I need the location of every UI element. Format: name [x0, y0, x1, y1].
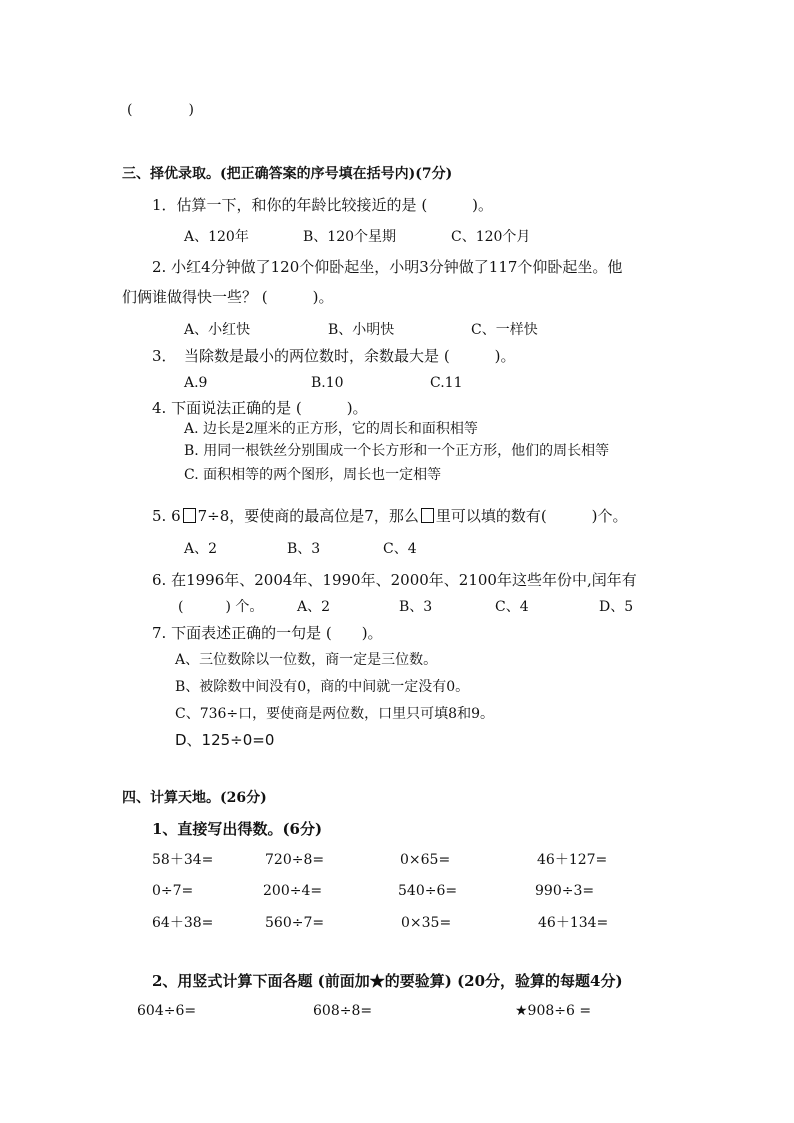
vertical-problem: ★908÷6 = [515, 1003, 592, 1019]
q2-option-c: C、一样快 [471, 322, 538, 338]
q3-option-a: A.9 [184, 375, 208, 391]
q6-line1: 6. 在1996年、2004年、1990年、2000年、2100年这些年份中,闰年有 [152, 571, 637, 589]
q6-paren: ( ) 个。 [178, 599, 264, 615]
q3-stem: 3． 当除数是最小的两位数时，余数最大是 ( )。 [152, 347, 516, 365]
q1-option-b: B、120个星期 [303, 229, 397, 245]
q5-middle: 7÷8，要使商的最高位是7，那么 [197, 507, 419, 525]
section4-sub2: 2、用竖式计算下面各题 (前面加★的要验算) (20分，验算的每题4分) [152, 972, 623, 990]
q4-statement-c: C. 面积相等的两个图形，周长也一定相等 [184, 467, 442, 483]
q6-option-d: D、5 [599, 599, 634, 615]
section4-sub1: 1、直接写出得数。(6分) [152, 820, 323, 838]
q2-line1: 2. 小红4分钟做了120个仰卧起坐，小明3分钟做了117个仰卧起坐。他 [152, 258, 623, 276]
q4-stem: 4. 下面说法正确的是 ( )。 [152, 399, 368, 417]
q1-option-a: A、120年 [184, 229, 249, 245]
q4-statement-b: B. 用同一根铁丝分别围成一个长方形和一个正方形，他们的周长相等 [184, 443, 610, 459]
top-answer-paren: ( ) [127, 102, 194, 118]
q4-statement-a: A. 边长是2厘米的正方形，它的周长和面积相等 [184, 421, 478, 437]
oral-problem: 58＋34= [152, 852, 214, 868]
oral-problem: 990÷3= [535, 883, 595, 899]
q5-option-c: C、4 [383, 541, 417, 557]
q3-option-b: B.10 [311, 375, 344, 391]
vertical-problem: 604÷6= [137, 1003, 197, 1019]
q7-statement-b: B、被除数中间没有0，商的中间就一定没有0。 [175, 679, 470, 695]
q2-line2: 们俩谁做得快一些？ ( )。 [122, 288, 334, 306]
blank-box [183, 508, 196, 523]
oral-problem: 0÷7= [152, 883, 194, 899]
q5-end: 里可以填的数有( )个。 [435, 507, 628, 525]
q6-option-a: A、2 [297, 599, 331, 615]
q5-option-b: B、3 [287, 541, 321, 557]
q1-option-c: C、120个月 [451, 229, 531, 245]
q3-option-c: C.11 [430, 375, 463, 391]
section4-heading: 四、计算天地。(26分) [122, 790, 267, 806]
oral-problem: 0×35= [401, 915, 452, 931]
q7-statement-a: A、三位数除以一位数，商一定是三位数。 [175, 652, 438, 668]
q1-stem: 1．估算一下，和你的年龄比较接近的是 ( )。 [152, 196, 494, 214]
oral-problem: 560÷7= [265, 915, 325, 931]
oral-problem: 46＋127= [537, 852, 608, 868]
q6-option-b: B、3 [399, 599, 433, 615]
oral-problem: 46＋134= [538, 915, 609, 931]
q6-option-c: C、4 [495, 599, 529, 615]
q2-option-b: B、小明快 [328, 322, 395, 338]
section3-heading: 三、择优录取。(把正确答案的序号填在括号内)(7分) [122, 166, 453, 182]
q7-statement-c: C、736÷口，要使商是两位数，口里只可填8和9。 [175, 706, 494, 722]
q5-number: 5. 6 [152, 507, 181, 525]
oral-problem: 540÷6= [398, 883, 458, 899]
vertical-problem: 608÷8= [313, 1003, 373, 1019]
oral-problem: 0×65= [400, 852, 451, 868]
q5-stem [152, 508, 628, 524]
q7-statement-d: D、125÷0=0 [175, 731, 275, 749]
blank-box [421, 508, 434, 523]
q7-stem: 7. 下面表述正确的一句是 ( )。 [152, 624, 383, 642]
oral-problem: 200÷4= [263, 883, 323, 899]
q5-option-a: A、2 [184, 541, 218, 557]
q2-option-a: A、小红快 [184, 322, 251, 338]
oral-problem: 720÷8= [265, 852, 325, 868]
oral-problem: 64＋38= [152, 915, 214, 931]
